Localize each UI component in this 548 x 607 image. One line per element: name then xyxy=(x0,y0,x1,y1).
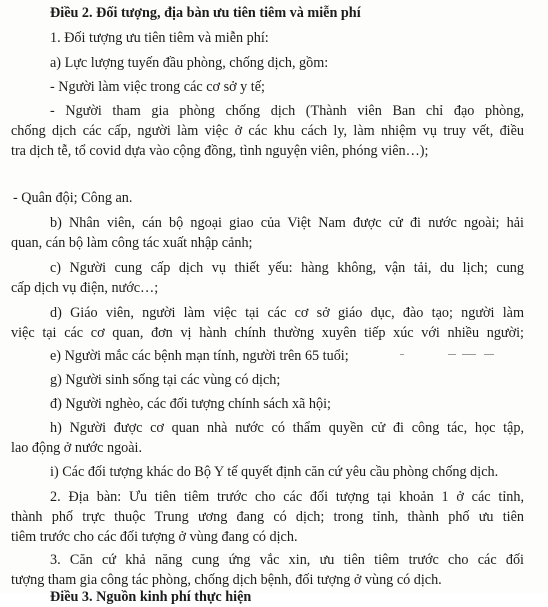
item-a-sub-2-line-3: tra dịch tễ, tổ covid dựa vào cộng đồng, tình nguyện viên, phóng viên…); xyxy=(11,143,429,159)
item-c-line-2: cấp dịch vụ điện, nước…; xyxy=(11,280,159,296)
item-e: e) Người mắc các bệnh mạn tính, người trên 65 tuổi; xyxy=(50,348,349,364)
item-b-line-1: b) Nhân viên, cán bộ ngoại giao của Việt Nam được cử đi nước ngoài; hải xyxy=(50,215,524,231)
article-heading: Điều 2. Đối tượng, địa bàn ưu tiên tiêm và miễn phí xyxy=(50,5,361,21)
item-b-line-2: quan, cán bộ làm công tác xuất nhập cảnh; xyxy=(11,235,253,251)
next-article-heading: Điều 3. Nguồn kinh phí thực hiện xyxy=(50,589,252,605)
scan-smudge xyxy=(400,352,510,358)
clause-2-line-2: thành phố trực thuộc Trung ương đang có dịch; trong tỉnh, thành phố ưu tiên xyxy=(11,509,524,525)
item-a-sub-2-line-1: - Người tham gia phòng chống dịch (Thành viên Ban chỉ đạo phòng, xyxy=(50,103,524,119)
item-a-sub-3: - Quân đội; Công an. xyxy=(13,190,133,206)
next-article-heading-clipped xyxy=(0,587,548,605)
item-g: g) Người sinh sống tại các vùng có dịch; xyxy=(50,372,281,388)
clause-3-line-1: 3. Căn cứ khả năng cung ứng vắc xin, ưu tiên tiêm trước cho các đối xyxy=(50,552,524,568)
clause-3-line-2: tượng tham gia công tác phòng, chống dịch bệnh, đối tượng ở vùng có dịch. xyxy=(11,572,442,588)
item-dd: đ) Người nghèo, các đối tượng chính sách xã hội; xyxy=(50,396,331,412)
item-h-line-1: h) Người được cơ quan nhà nước có thẩm quyền cử đi công tác, học tập, xyxy=(50,420,524,436)
item-a-sub-2-line-2: chống dịch các cấp, người làm việc ở các khu cách ly, làm nhiệm vụ truy vết, điều xyxy=(11,123,524,139)
clause-2-line-1: 2. Địa bàn: Ưu tiên tiêm trước cho các đối tượng tại khoản 1 ở các tỉnh, xyxy=(50,489,524,505)
item-a-sub-1: - Người làm việc trong các cơ sở y tế; xyxy=(50,79,265,95)
clause-2-line-3: tiêm trước cho các đối tượng ở vùng đang có dịch. xyxy=(11,529,298,545)
item-a: a) Lực lượng tuyến đầu phòng, chống dịch, gồm: xyxy=(50,55,329,71)
item-h-line-2: lao động ở nước ngoài. xyxy=(11,440,143,456)
item-d-line-1: d) Giáo viên, người làm việc tại các cơ sở giáo dục, đào tạo; người làm xyxy=(50,305,524,321)
clause-1-title: 1. Đối tượng ưu tiên tiêm và miễn phí: xyxy=(50,30,269,46)
item-i: i) Các đối tượng khác do Bộ Y tế quyết định căn cứ yêu cầu phòng chống dịch. xyxy=(50,464,499,480)
item-d-line-2: việc tại các cơ quan, đơn vị hành chính thường xuyên tiếp xúc với nhiều người; xyxy=(11,325,524,341)
item-c-line-1: c) Người cung cấp dịch vụ thiết yếu: hàng không, vận tải, du lịch; cung xyxy=(50,260,524,276)
